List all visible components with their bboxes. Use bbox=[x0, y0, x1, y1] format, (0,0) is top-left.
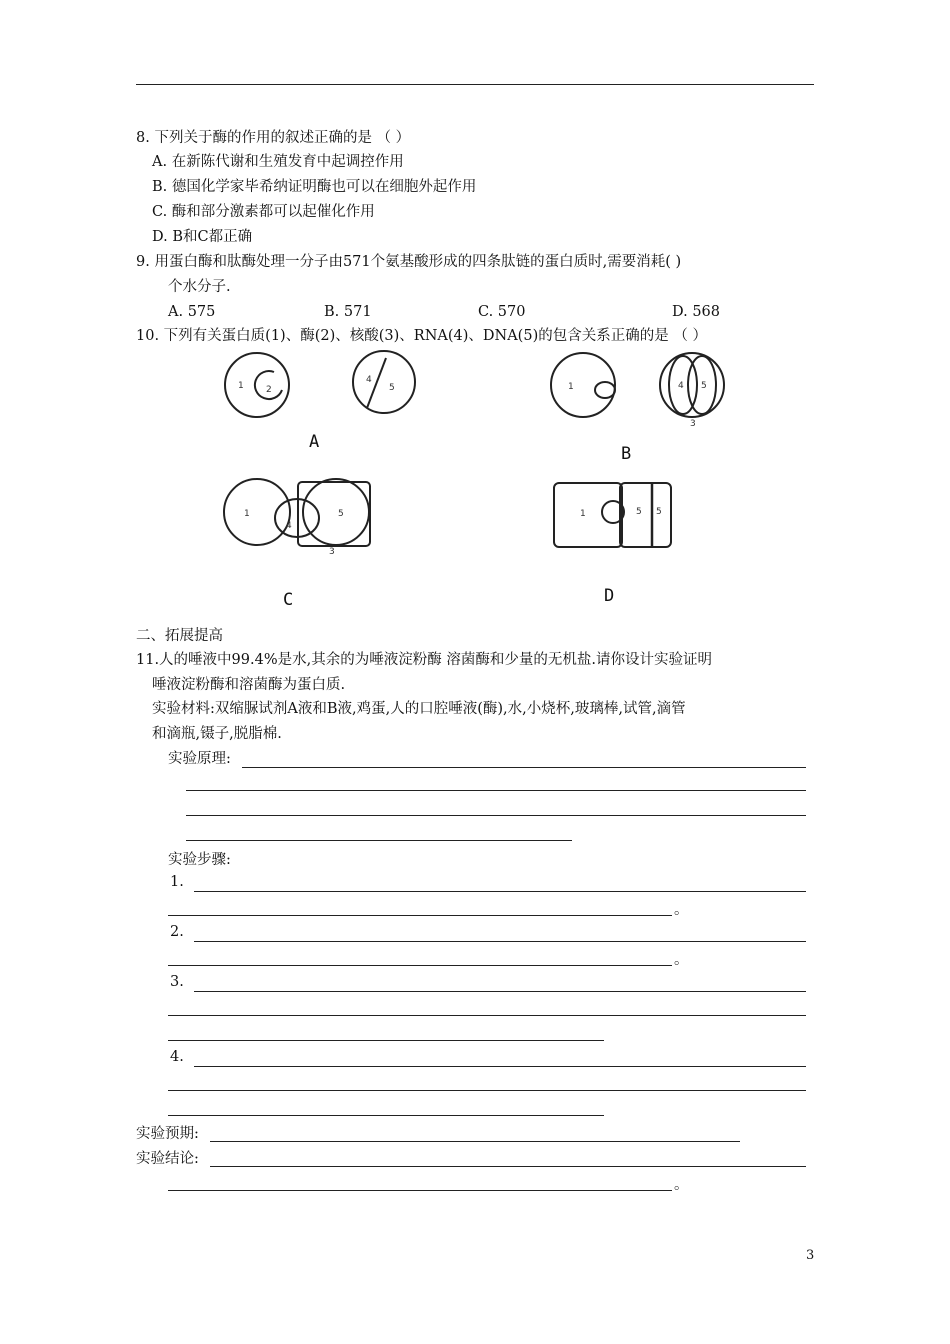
figure-d-label: D bbox=[604, 586, 615, 606]
figure-b-diagram bbox=[550, 352, 740, 432]
step-2-period: 。 bbox=[674, 952, 689, 968]
figure-d-diagram bbox=[552, 480, 682, 550]
svg-text:4: 4 bbox=[678, 381, 684, 391]
step-2-answer-line[interactable] bbox=[168, 965, 672, 966]
q9-option-d: D. 568 bbox=[672, 304, 721, 320]
step-4-answer-line[interactable] bbox=[168, 1090, 806, 1091]
principle-answer-line[interactable] bbox=[186, 840, 572, 841]
step-4-number: 4. bbox=[170, 1049, 184, 1065]
step-2-number: 2. bbox=[170, 924, 184, 940]
svg-text:5: 5 bbox=[636, 507, 642, 517]
step-1-answer-line[interactable] bbox=[168, 915, 672, 916]
expect-answer-line[interactable] bbox=[210, 1141, 740, 1142]
q8-option-a: A. 在新陈代谢和生殖发育中起调控作用 bbox=[152, 154, 404, 170]
expect-label: 实验预期: bbox=[136, 1126, 199, 1142]
figure-b-label: B bbox=[621, 444, 632, 464]
section-title: 二、拓展提高 bbox=[136, 628, 223, 644]
step-3-number: 3. bbox=[170, 974, 184, 990]
svg-text:5: 5 bbox=[389, 383, 395, 393]
conclusion-period: 。 bbox=[674, 1177, 689, 1193]
step-4-answer-line[interactable] bbox=[168, 1115, 604, 1116]
conclusion-answer-line[interactable] bbox=[210, 1166, 806, 1167]
step-4-answer-line[interactable] bbox=[194, 1066, 806, 1067]
step-3-answer-line[interactable] bbox=[168, 1040, 604, 1041]
svg-text:3: 3 bbox=[690, 419, 696, 429]
q9-option-a: A. 575 bbox=[168, 304, 216, 320]
page-number: 3 bbox=[806, 1248, 815, 1263]
q8-option-c: C. 酶和部分激素都可以起催化作用 bbox=[152, 204, 375, 220]
svg-text:1: 1 bbox=[244, 509, 250, 519]
svg-text:1: 1 bbox=[580, 509, 586, 519]
q8-stem: 8. 下列关于酶的作用的叙述正确的是 （ ） bbox=[136, 130, 411, 146]
q9-option-b: B. 571 bbox=[324, 304, 372, 320]
conclusion-label: 实验结论: bbox=[136, 1151, 199, 1167]
svg-text:5: 5 bbox=[656, 507, 662, 517]
svg-text:1: 1 bbox=[568, 382, 574, 392]
step-3-answer-line[interactable] bbox=[168, 1015, 806, 1016]
step-2-answer-line[interactable] bbox=[194, 941, 806, 942]
q8-option-b: B. 德国化学家毕希纳证明酶也可以在细胞外起作用 bbox=[152, 179, 477, 195]
principle-label: 实验原理: bbox=[168, 751, 231, 767]
q11-materials-line2: 和滴瓶,镊子,脱脂棉. bbox=[152, 726, 282, 742]
svg-text:4: 4 bbox=[286, 521, 292, 531]
svg-text:5: 5 bbox=[701, 381, 707, 391]
principle-answer-line[interactable] bbox=[186, 790, 806, 791]
q11-materials-line1: 实验材料:双缩脲试剂A液和B液,鸡蛋,人的口腔唾液(酶),水,小烧杯,玻璃棒,试管,滴管 bbox=[152, 701, 686, 717]
svg-text:1: 1 bbox=[238, 381, 244, 391]
principle-answer-line[interactable] bbox=[242, 767, 806, 768]
step-1-answer-line[interactable] bbox=[194, 891, 806, 892]
q9-option-c: C. 570 bbox=[478, 304, 526, 320]
svg-text:3: 3 bbox=[329, 547, 335, 557]
q11-line2: 唾液淀粉酶和溶菌酶为蛋白质. bbox=[152, 677, 346, 693]
q10-stem: 10. 下列有关蛋白质(1)、酶(2)、核酸(3)、RNA(4)、DNA(5)的包含关系正确的是 （ ） bbox=[136, 328, 707, 344]
figure-a-diagram bbox=[222, 352, 422, 422]
svg-text:4: 4 bbox=[366, 375, 372, 385]
q8-option-d: D. B和C都正确 bbox=[152, 229, 253, 245]
step-3-answer-line[interactable] bbox=[194, 991, 806, 992]
header-rule bbox=[136, 84, 814, 85]
svg-text:5: 5 bbox=[338, 509, 344, 519]
q9-stem-line2: 个水分子. bbox=[168, 279, 231, 295]
q11-line1: 11.人的唾液中99.4%是水,其余的为唾液淀粉酶 溶菌酶和少量的无机盐.请你设计实验证明 bbox=[136, 652, 712, 668]
figure-c-diagram bbox=[222, 478, 382, 558]
steps-label: 实验步骤: bbox=[168, 852, 231, 868]
q9-stem-line1: 9. 用蛋白酶和肽酶处理一分子由571个氨基酸形成的四条肽链的蛋白质时,需要消耗( ) bbox=[136, 254, 682, 270]
svg-text:2: 2 bbox=[266, 385, 272, 395]
conclusion-answer-line[interactable] bbox=[168, 1190, 672, 1191]
figure-a-label: A bbox=[309, 432, 320, 452]
step-1-period: 。 bbox=[674, 902, 689, 918]
principle-answer-line[interactable] bbox=[186, 815, 806, 816]
step-1-number: 1. bbox=[170, 874, 184, 890]
figure-c-label: C bbox=[283, 590, 294, 610]
